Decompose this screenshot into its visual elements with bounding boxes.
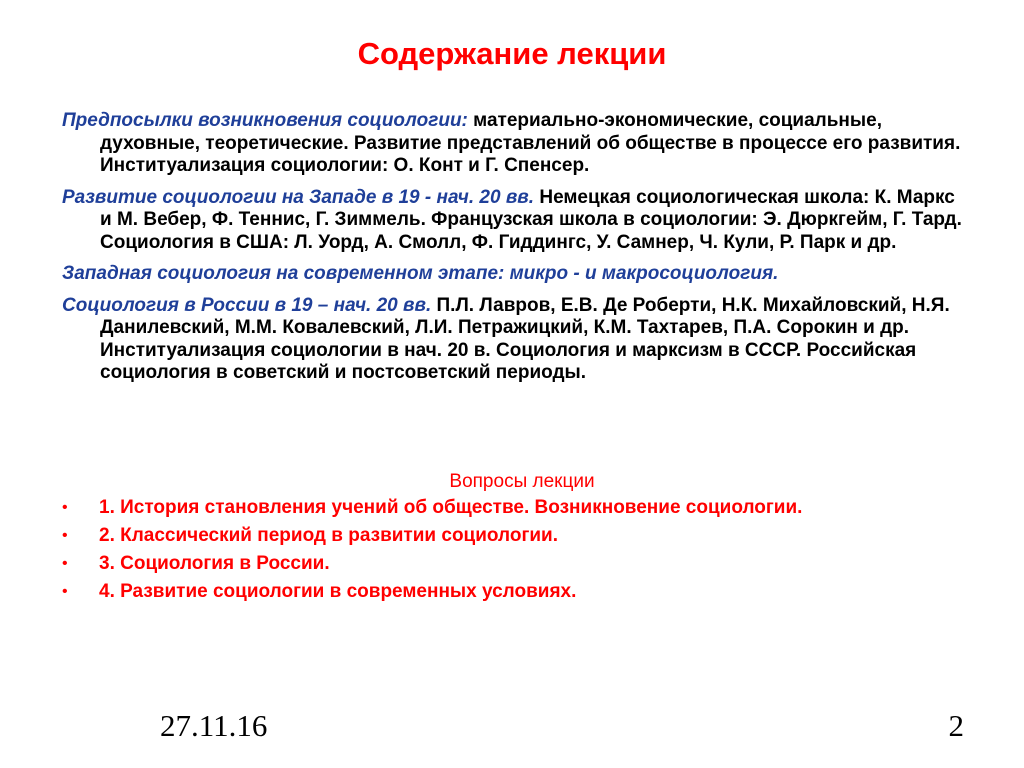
paragraph-heading: Социология в России в 19 – нач. 20 вв. bbox=[62, 294, 432, 316]
contents-paragraph-modern-west bbox=[62, 263, 962, 286]
bullet-icon: • bbox=[62, 555, 68, 572]
contents-paragraph-prerequisites bbox=[62, 110, 962, 178]
question-item bbox=[62, 578, 982, 606]
paragraph-body: материально-экономические, социальные, духовные, теоретические. Развитие представлений об обществе в процессе его развития. Институализация социологии: О. Конт и Г. Спенсер. bbox=[100, 110, 961, 176]
question-item bbox=[62, 494, 982, 522]
paragraph-body: П.Л. Лавров, Е.В. Де Роберти, Н.К. Михайловский, Н.Я. Данилевский, М.М. Ковалевский, Л.И. Петражицкий, К.М. Тахтарев, П.А. Сорокин и др. Институализация социологии в нач. 20 в. Социология и марксизм в СССР. Российская социология в советский и постсоветский периоды. bbox=[100, 294, 950, 383]
paragraph-heading: Предпосылки возникновения социологии: bbox=[62, 110, 468, 131]
slide-page-number: 2 bbox=[948, 708, 964, 743]
bullet-icon: • bbox=[62, 527, 68, 544]
question-text: 2. Классический период в развитии социологии. bbox=[99, 525, 559, 546]
contents-paragraph-west bbox=[62, 187, 962, 255]
paragraph-heading: Западная социология на современном этапе: микро - и макросоциология. bbox=[62, 263, 779, 284]
questions-list bbox=[62, 494, 982, 606]
paragraph-heading: Развитие социологии на Западе в 19 - нач. 20 вв. bbox=[62, 186, 535, 208]
bullet-icon: • bbox=[62, 583, 68, 600]
bullet-icon: • bbox=[62, 499, 68, 516]
question-item bbox=[62, 550, 982, 578]
question-text: 4. Развитие социологии в современных условиях. bbox=[99, 581, 577, 602]
questions-title: Вопросы лекции bbox=[449, 471, 595, 492]
contents-paragraph-russia bbox=[62, 295, 962, 385]
question-text: 1. История становления учений об обществе. Возникновение социологии. bbox=[99, 497, 803, 518]
question-item bbox=[62, 522, 982, 550]
paragraph-body: Немецкая социологическая школа: К. Маркс и М. Вебер, Ф. Теннис, Г. Зиммель. Французская школа в социологии: Э. Дюркгейм, Г. Тард. Социология в США: Л. Уорд, А. Смолл, Ф. Гиддингс, У. Самнер, Ч. Кули, Р. Парк и др. bbox=[100, 186, 962, 253]
lecture-contents bbox=[62, 110, 962, 385]
slide-date: 27.11.16 bbox=[160, 708, 268, 743]
question-text: 3. Социология в России. bbox=[99, 553, 330, 574]
slide-title: Содержание лекции bbox=[357, 36, 667, 71]
